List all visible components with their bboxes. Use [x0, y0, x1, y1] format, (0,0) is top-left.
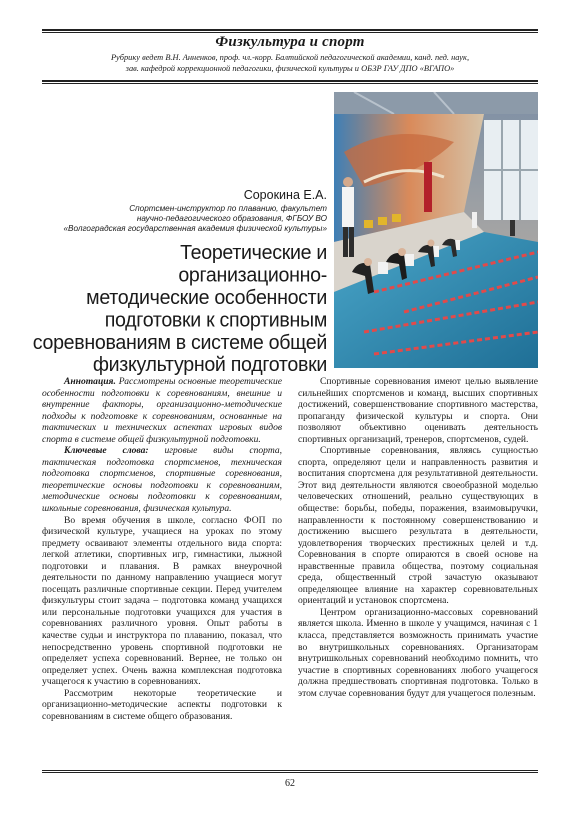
article-title-line: Теоретические и организационно- — [178, 241, 327, 287]
right-column — [298, 376, 538, 699]
header-rule-top — [42, 29, 538, 31]
section-subtitle — [42, 53, 538, 74]
left-column — [42, 376, 282, 722]
body-paragraph: Во время обучения в школе, согласно ФОП по физической культуре, учащиеся на уроках по этому предмету осваивают элементы отдельного вида спорта: легкой атлетики, спортивных игр, гимнастики, лыжной подготовки и плавания. В рамках внеурочной деятельности по данному направлению учащиеся могут посещать различные спортивные секции. Перед учителем физкультуры стоит задача – подготовка команд учащихся или персональные подготовки учащихся для участия в соревнованиях различного уровня. Опыт работы в качестве судьи и инструктора по плаванию, показал, что непосредственно уровень спортивной подготовки не определяет успеха соревнований. Вернее, не только он определяет успех. Очень важна комплексная подготовка учащегося к участию в соревнованиях. — [42, 514, 282, 688]
footer-rule-thin — [42, 772, 538, 773]
author-name: Сорокина Е.А. — [243, 188, 327, 202]
article-title-line: физкультурной подготовки — [92, 353, 327, 377]
article-title-line: соревнованиям в системе общей — [32, 331, 327, 354]
keywords-label: Ключевые слова: — [64, 445, 149, 457]
author-affiliation-line: «Волгоградская государственная академия физической культуры» — [63, 224, 327, 234]
body-paragraph: Рассмотрим некоторые теоретические и организационно-методические аспекты подготовки к соревнованиям в системе общего образования. — [42, 687, 282, 722]
article-title-line: подготовки к спортивным — [104, 309, 327, 332]
author-affiliation-line: научно-педагогического образования, ФГБОУ ВО — [136, 214, 327, 224]
section-title: Физкультура и спорт — [215, 34, 365, 50]
article-title-line: методические особенности — [86, 286, 327, 309]
section-subtitle-line: зав. кафедрой коррекционной педагогики, физической культуры и ОБЗР ГАУ ДПО «ВГАПО» — [125, 63, 455, 73]
footer-rule — [42, 770, 538, 771]
article-title — [27, 242, 327, 377]
abstract-text: Рассмотрены основные теоретические особенности подготовки к соревнованиям, внешние и внутренние факторы, организационно-методические подходы к подготовке к соревнованиям, основанные на тактических и технических аспектах игровых видов спорта в системе общей физкультурной подготовки. — [42, 376, 282, 445]
header-rule-bottom — [42, 80, 538, 82]
author-affiliation — [27, 204, 327, 235]
abstract-label: Аннотация. — [64, 376, 116, 387]
body-paragraph: Центром организационно-массовых соревнований является школа. Именно в школе у учащимся, начиная с 1 класса, представляется возможность принимать участие во внутришкольных соревнованиях. Организаторам внутришкольных соревнований необходимо помнить, что участие в спортивных соревнованиях любого учащегося должна предшествовать спортивная подготовка. Только в этом случае соревнования будут для учащегося полезным. — [298, 606, 538, 699]
keywords — [42, 445, 282, 514]
author-affiliation-line: Спортсмен-инструктор по плаванию, факультет — [129, 204, 327, 213]
abstract — [42, 376, 282, 445]
pool-photo — [334, 92, 538, 368]
body-paragraph: Спортивные соревнования, являясь сущностью спорта, определяют цели и направленность развития и воспитания спортсмена для результативной деятельности. Этот вид деятельности являются своеобразной моделью человеческих отношений, реально существующих в обществе: борьбы, победы, поражения, взаимовыручки, направленности к постоянному совершенствованию и достижению высшего результата в деятельности, удовлетворения творческих престижных целей и т.д. Соревнования в спорте опираются в своей основе на нравственные правила общества, поэтому социальная среда, общественный строй зачастую оказывают определяющее влияние на характер соревновательных ориентаций и установок спортсмена. — [298, 445, 538, 607]
page-number: 62 — [285, 778, 295, 789]
keywords-text: игровые виды спорта, тактическая подготовка спортсменов, техническая подготовка спортсменов, спортивные соревнования, теоретические основы подготовки к соревнованиям, методические основы подготовки к соревнованиям, школьные соревнования, физическая культура. — [42, 445, 282, 515]
header-rule-top-thin — [42, 32, 538, 33]
header-rule-bottom-thin — [42, 83, 538, 84]
section-subtitle-line: Рубрику ведет В.Н. Анненков, проф. чл.-корр. Балтийской педагогической академии, канд. пед. наук, — [110, 53, 470, 62]
body-paragraph: Спортивные соревнования имеют целью выявление сильнейших спортсменов и команд, высших спортивных достижений, совершенствование спортивного мастерства, пропаганду физической культуры и спорта. Они позволяют объективно оценивать деятельность спортивных организаций, тренеров, спортсменов, судей. — [298, 376, 538, 445]
